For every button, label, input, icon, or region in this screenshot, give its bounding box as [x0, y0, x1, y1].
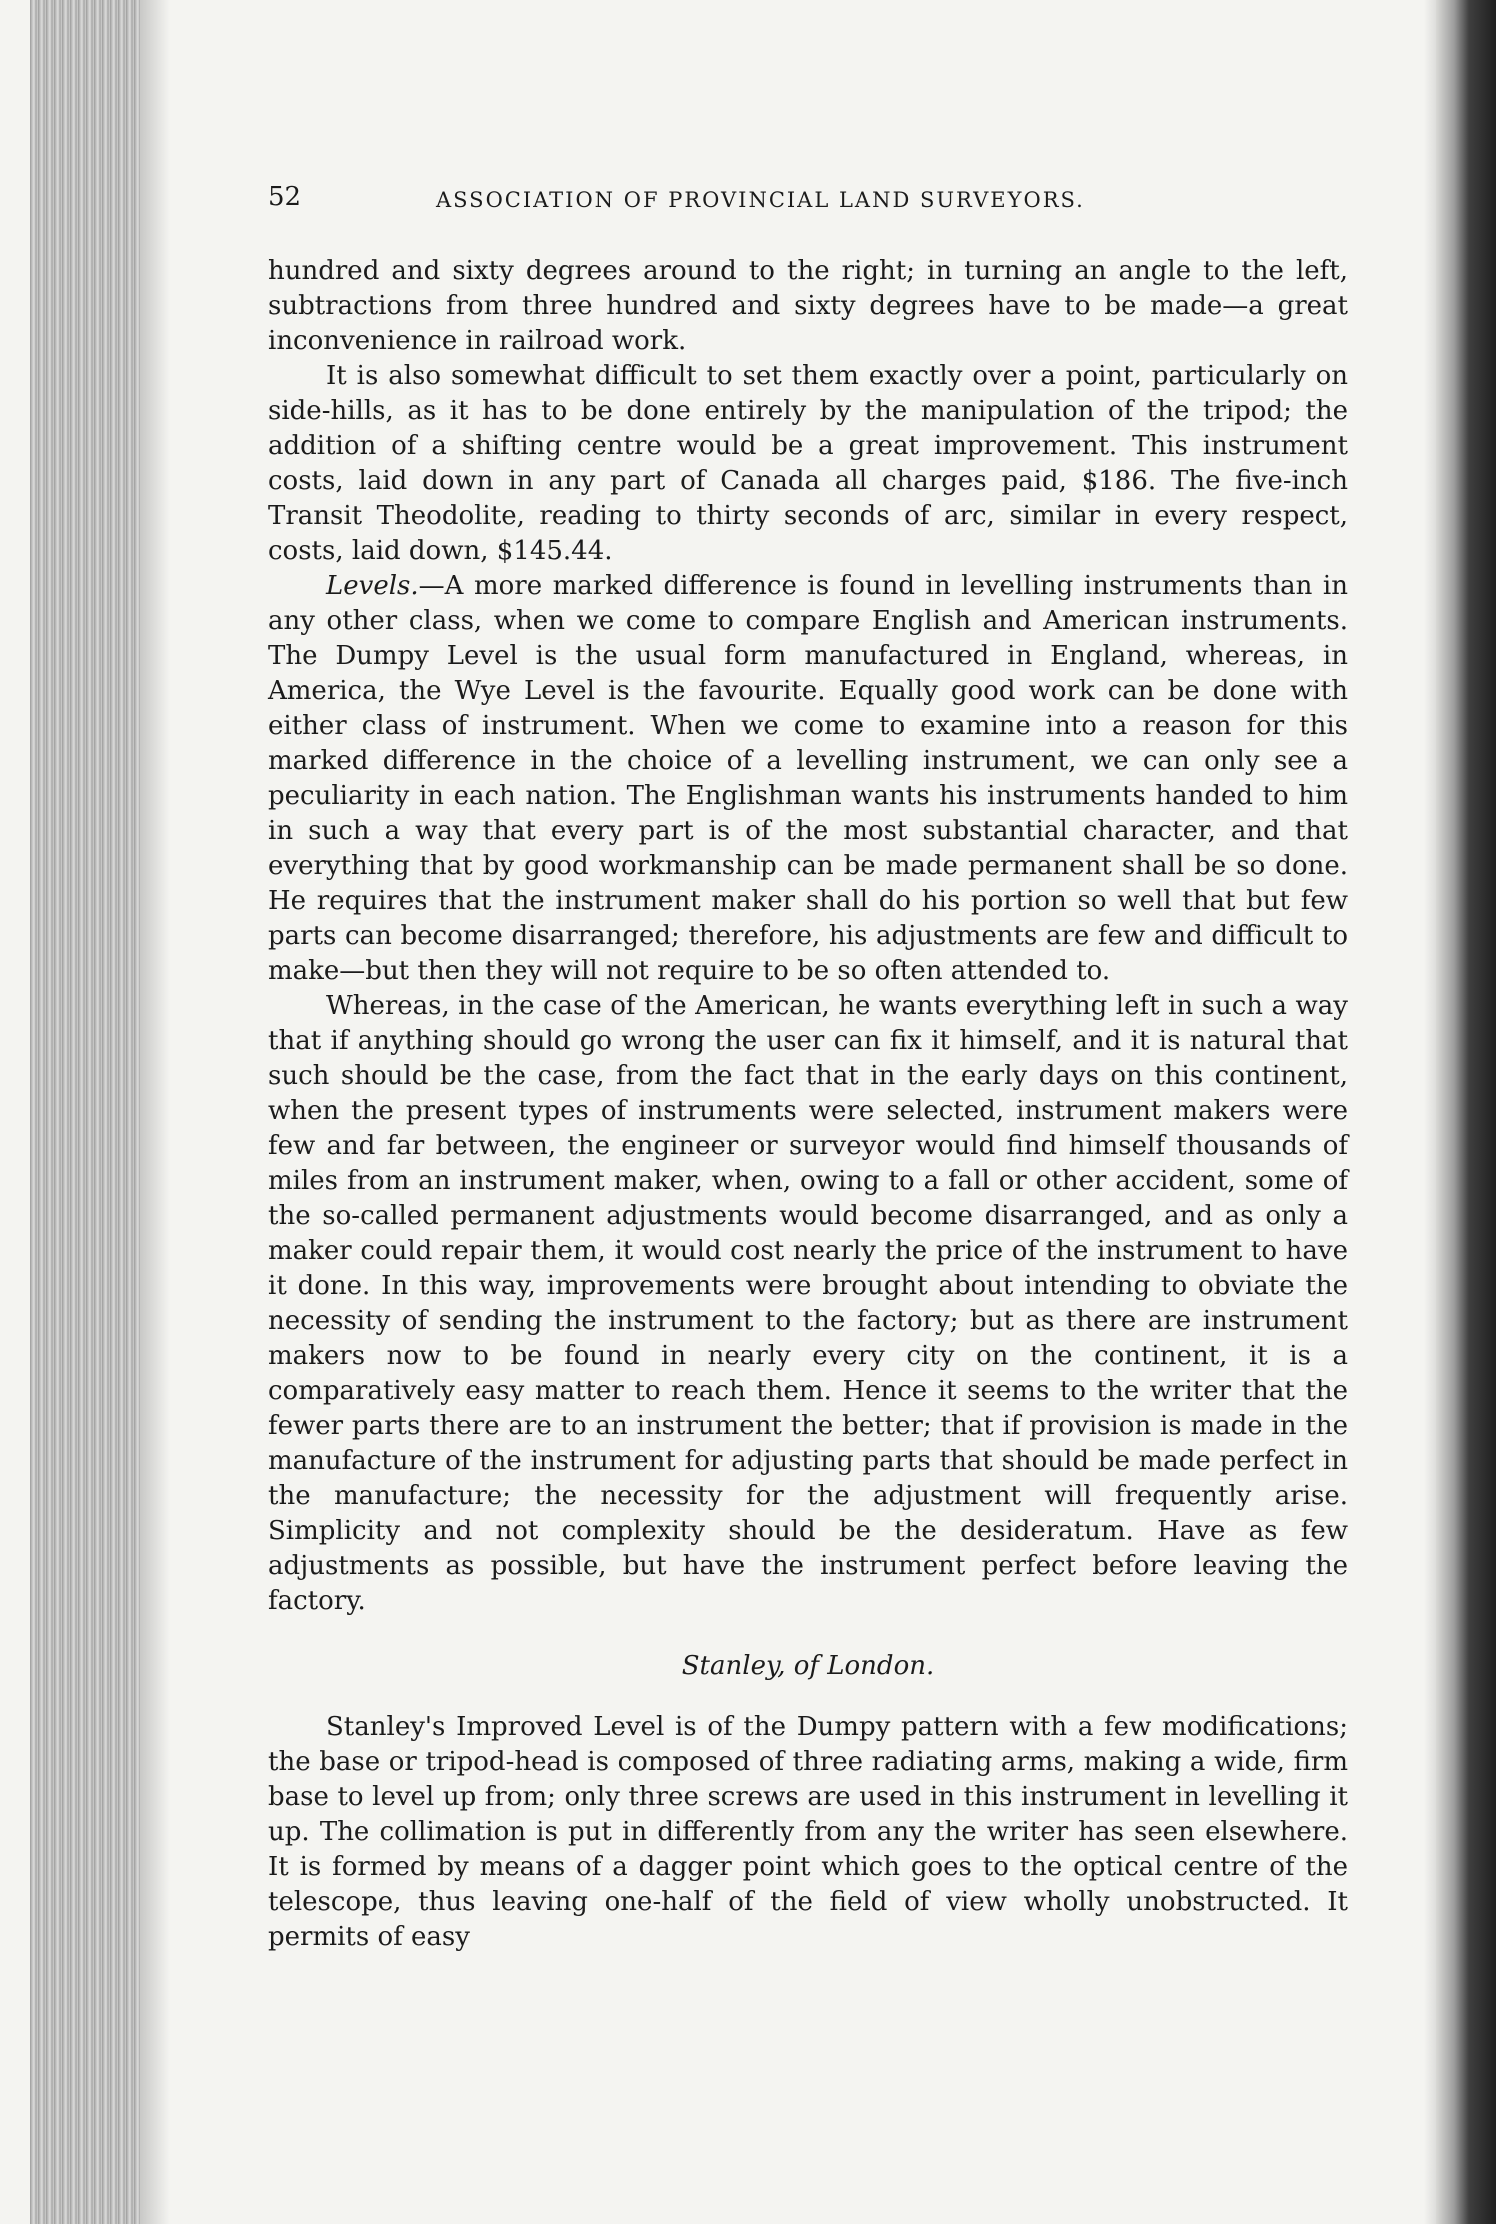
page-edge-stack: [30, 0, 140, 2224]
paragraph-transit-cost: It is also somewhat difficult to set them exactly over a point, particularly on side-hills, as it has to be done entirely by the manipulation of the tripod; the addition of a shifting centre would be a great improvement. This instrument costs, laid down in any part of Canada all charges paid, $186. The five-inch Transit Theodolite, reading to thirty seconds of arc, similar in every respect, costs, laid down, $145.44.: [268, 361, 1348, 566]
paragraph-american-instruments: Whereas, in the case of the American, he wants everything left in such a way that if anything should go wrong the user can fix it himself, and it is natural that such should be the case, from the fact that in the early days on this continent, when the present types of instruments were selected, instrument makers were few and far between, the engineer or surveyor would find himself thousands of miles from an instrument maker, when, owing to a fall or other accident, some of the so-called permanent adjustments would become disarranged, and as only a maker could repair them, it would cost nearly the price of the instrument to have it done. In this way, improvements were brought about intending to obviate the necessity of sending the instrument to the factory; but as there are instrument makers now to be found in nearly every city on the continent, it is a comparatively easy matter to reach them. Hence it seems to the writer that the fewer parts there are to an instrument the better; that if provision is made in the manufacture of the instrument for adjusting parts that should be made perfect in the manufacture; the necessity for the adjustment will frequently arise. Simplicity and not complexity should be the desideratum. Have as few adjustments as possible, but have the instrument perfect before leaving the factory.: [268, 991, 1348, 1616]
page-content: [268, 180, 1348, 1955]
running-head-title: ASSOCIATION OF PROVINCIAL LAND SURVEYORS.: [436, 188, 1085, 212]
right-book-edge: [1436, 0, 1496, 2224]
page-number: 52: [268, 182, 302, 212]
gutter-shadow: [140, 0, 170, 2224]
section-heading: Stanley, of London.: [681, 1651, 935, 1681]
levels-lead-in: Levels.: [326, 571, 419, 601]
paragraph-stanley-level: Stanley's Improved Level is of the Dumpy pattern with a few modifications; the base or tripod-head is composed of three radiating arms, making a wide, firm base to level up from; only three screws are used in this instrument in levelling it up. The collimation is put in differently from any the writer has seen elsewhere. It is formed by means of a dagger point which goes to the optical centre of the telescope, thus leaving one-half of the field of view wholly unobstructed. It permits of easy: [268, 1712, 1348, 1952]
paragraph-continuation: hundred and sixty degrees around to the right; in turning an angle to the left, subtractions from three hundred and sixty degrees have to be made—a great inconvenience in railroad work.: [268, 256, 1348, 356]
running-head: [268, 180, 1348, 220]
levels-text: —A more marked difference is found in levelling instruments than in any other class, when we come to compare English and American instruments. The Dumpy Level is the usual form manufactured in England, whereas, in America, the Wye Level is the favourite. Equally good work can be done with either class of instrument. When we come to examine into a reason for this marked difference in the choice of a levelling instrument, we can only see a peculiarity in each nation. The Englishman wants his instruments handed to him in such a way that every part is of the most substantial character, and that everything that by good workmanship can be made permanent shall be so done. He requires that the instrument maker shall do his portion so well that but few parts can become disarranged; therefore, his adjustments are few and difficult to make—but then they will not require to be so often attended to.: [268, 571, 1348, 986]
paragraph-levels: [268, 569, 1348, 989]
